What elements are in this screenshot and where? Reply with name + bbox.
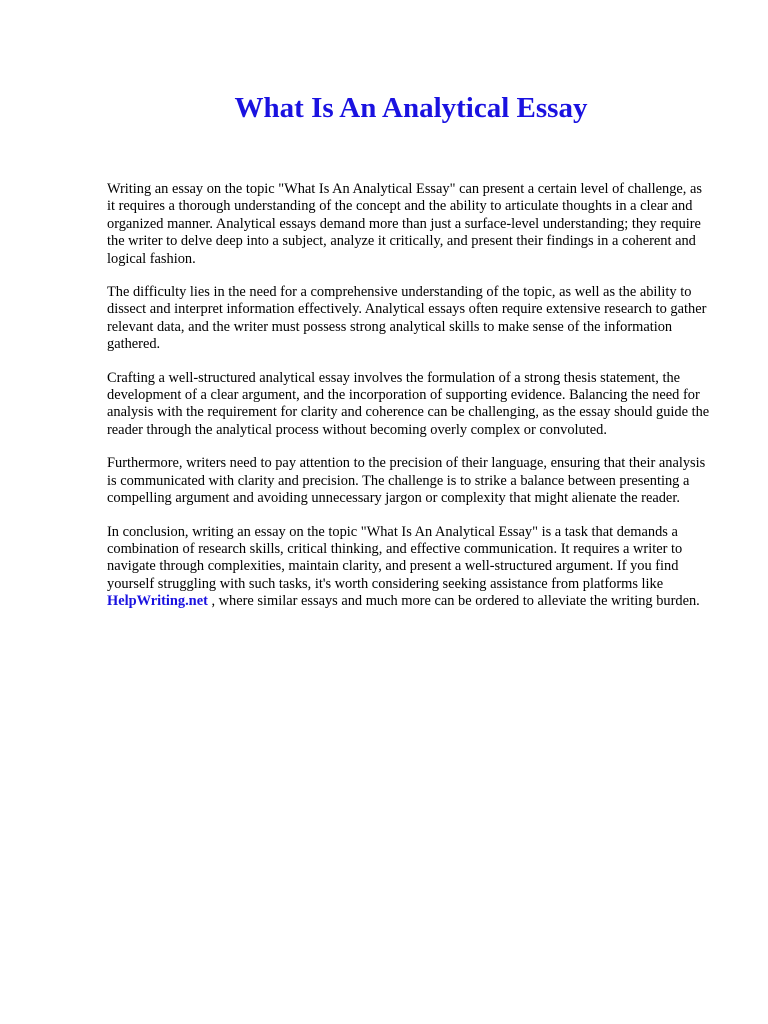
paragraph-language: Furthermore, writers need to pay attention to the precision of their language, ensuring that their analysis is communicated with clarity and precision. The challenge is to strike a balance between presenting a compelling argument and avoiding unnecessary jargon or complexity that might alienate the reader. [107, 455, 706, 507]
conclusion-text-after-link: , where similar essays and much more can be ordered to alleviate the writing burden. [207, 593, 700, 610]
document-title: What Is An Analytical Essay [234, 92, 588, 124]
conclusion-text-before-link: In conclusion, writing an essay on the topic "What Is An Analytical Essay" is a task that demands a combination of research skills, critical thinking, and effective communication. It requires a writer to navigate through complexities, maintain clarity, and present a well-structured argument. If you find yourself struggling with such tasks, it's worth considering seeking assistance from platforms like [107, 523, 683, 592]
paragraph-intro: Writing an essay on the topic "What Is An Analytical Essay" can present a certain level of challenge, as it requires a thorough understanding of the concept and the ability to articulate thoughts in a clear and organized manner. Analytical essays demand more than just a surface-level understanding; they require the writer to delve deep into a subject, analyze it critically, and present their findings in a coherent and logical fashion. [107, 181, 702, 267]
helpwriting-link[interactable]: HelpWriting.net [107, 593, 208, 610]
paragraph-difficulty: The difficulty lies in the need for a comprehensive understanding of the topic, as well as the ability to dissect and interpret information effectively. Analytical essays often require extensive research to gather relevant data, and the writer must possess strong analytical skills to make sense of the information gathered. [107, 284, 707, 353]
document-body [107, 181, 713, 627]
paragraph-conclusion [107, 524, 713, 611]
paragraph-crafting: Crafting a well-structured analytical essay involves the formulation of a strong thesis statement, the development of a clear argument, and the incorporation of supporting evidence. Balancing the need for analysis with the requirement for clarity and coherence can be challenging, as the essay should guide the reader through the analytical process without becoming overly complex or convoluted. [107, 369, 710, 438]
